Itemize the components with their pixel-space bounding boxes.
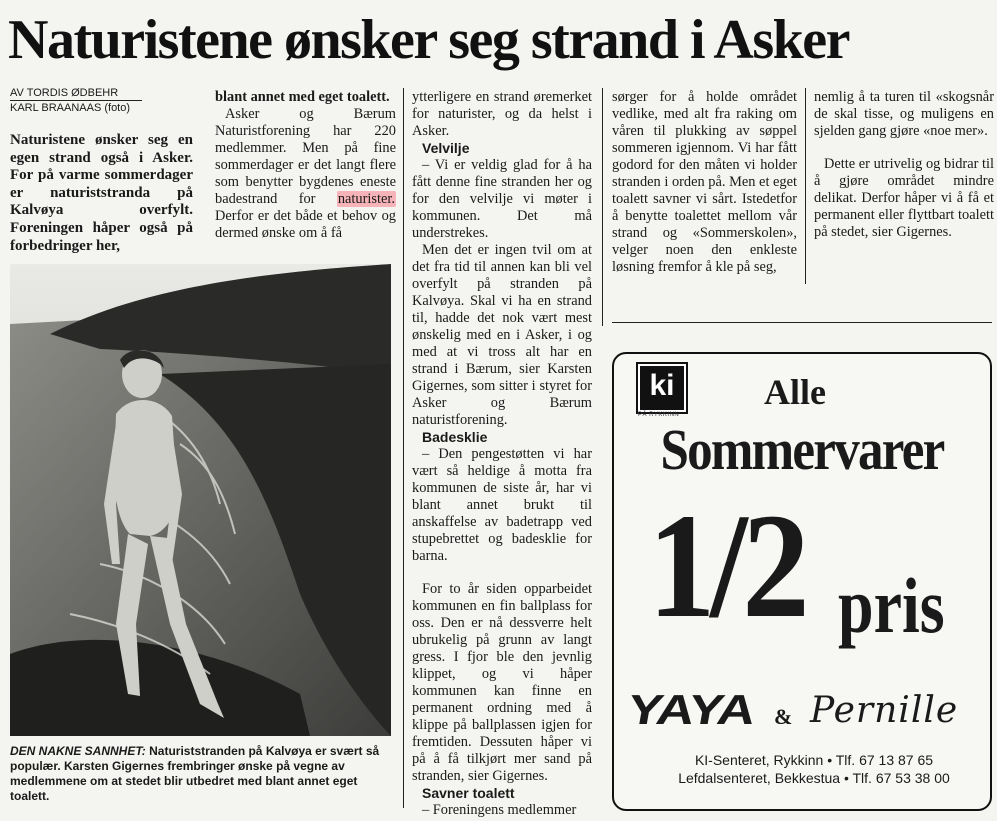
ad-pris: pris xyxy=(838,562,945,649)
ad-sommervarer: Sommervarer xyxy=(660,417,944,482)
article-photo xyxy=(10,264,391,736)
byline-author: AV TORDIS ØDBEHR xyxy=(10,86,142,101)
paragraph-text: Asker og Bærum Naturistforening har 220 medlemmer. Men på fine sommerdager er det langt flere som benytter bygdenes eneste badestrand for xyxy=(215,106,396,207)
ad-alle: Alle xyxy=(764,372,826,412)
ad-separator-rule xyxy=(612,322,992,323)
paragraph: sørger for å holde området vedlike, med alt fra raking om våren til plukking av søppel sommeren igjennom. Vi har fått godord for den måten vi holder stranden i orden på. Men et eget toalett savner vi sårt. Istedetfor å benytte toalettet mellom vår strand og «Sommerskolen», velger noen den enkleste løsning fremfor å kle på seg, xyxy=(612,89,798,275)
lead-paragraph: Naturistene ønsker seg en egen strand også i Asker. For på varme sommerdager er naturiststranda på Kalvøya overfylt. Foreningen håper også på forbedringer her, xyxy=(10,132,193,254)
article-column-3 xyxy=(412,89,592,819)
article-column-2 xyxy=(215,89,396,242)
paragraph: nemlig å ta turen til «skogsnår de skal tisse, og muligens en sjelden gang gjøre «noe mer». xyxy=(814,89,994,139)
highlighted-word: naturister. xyxy=(337,191,395,207)
crosshead-velvilje: Velvilje xyxy=(422,140,470,156)
paragraph: – Den pengestøtten vi har vært så heldige å motta fra kommunen de siste år, har vi blant annet brukt til anskaffelse av badetrapp ved stupebrettet og badesklie for barna. xyxy=(412,446,592,564)
paragraph: – Vi er veldig glad for å ha fått denne fine stranden her og for den velvilje vi møter i kommunen. Det må understrekes. xyxy=(412,157,592,241)
ad-ampersand: & xyxy=(774,704,793,729)
article-column-5 xyxy=(814,89,994,241)
paragraph: ytterligere en strand øremerket for naturister, og da helst i Asker. xyxy=(412,89,592,139)
beach-photo-illustration xyxy=(10,264,391,736)
ki-logo-subtext: PÅ RYKKINN xyxy=(638,412,680,418)
byline-photographer: KARL BRAANAAS (foto) xyxy=(10,102,131,114)
lead-continuation: blant annet med eget toalett. xyxy=(215,89,390,105)
ki-logo: ki xyxy=(638,364,686,412)
paragraph: Men det er ingen tvil om at det fra tid til annen kan bli vel overfylt på stranden på Kalvøya. Skal vi ha en strand til, hadde det nok vært mest ønskelig med en i Asker, i og med at vi tross alt har en strand i Bærum, sier Karsten Gigernes, som sitter i styret for Asker og Bærum naturistforening. xyxy=(412,242,592,428)
ad-brand-pernille: Pernille xyxy=(810,690,959,731)
paragraph-text: Derfor er det både et behov og dermed ønske om å få xyxy=(215,208,396,241)
photo-caption xyxy=(10,744,391,804)
column-rule xyxy=(805,88,806,284)
column-rule xyxy=(602,88,603,326)
crosshead-badesklie: Badesklie xyxy=(422,429,488,445)
ad-location-2: Lefdalsenteret, Bekkestua • Tlf. 67 53 38 00 xyxy=(678,770,950,786)
ad-half: 1/2 xyxy=(648,483,805,649)
crosshead-savner-toalett: Savner toalett xyxy=(422,785,515,801)
ad-brand-yaya: YAYA xyxy=(623,686,759,733)
paragraph: For to år siden opparbeidet kommunen en fin ballplass for oss. Den er nå dessverre helt ubrukelig på grunn av langt gress. I fjor ble den jevnlig klippet, og vi håper kommunen kan finne en permanent ordning med å klippe på ballplassen igjen for fremtiden. Dessuten håper vi på å få tilkjørt mer sand på stranden, sier Gigernes. xyxy=(412,581,592,784)
article-column-4 xyxy=(612,89,797,276)
advertisement xyxy=(612,352,992,811)
paragraph: – Foreningens medlemmer xyxy=(422,802,577,818)
headline: Naturistene ønsker seg strand i Asker xyxy=(8,9,850,71)
caption-text: Naturiststranden på Kalvøya er svært så populær. Karsten Gigernes frembringer ønske på vegne av medlemmene om at stedet blir utbedret med blant annet eget toalett. xyxy=(10,744,380,803)
column-rule xyxy=(403,88,404,808)
paragraph xyxy=(215,106,396,242)
caption-label: DEN NAKNE SANNHET: xyxy=(10,744,146,758)
paragraph: Dette er utrivelig og bidrar til å gjøre området mindre delikat. Derfor håper vi å få et permanent eller flyttbart toalett på stedet, sier Gigernes. xyxy=(814,156,994,240)
ad-location-1: KI-Senteret, Rykkinn • Tlf. 67 13 87 65 xyxy=(694,752,934,768)
